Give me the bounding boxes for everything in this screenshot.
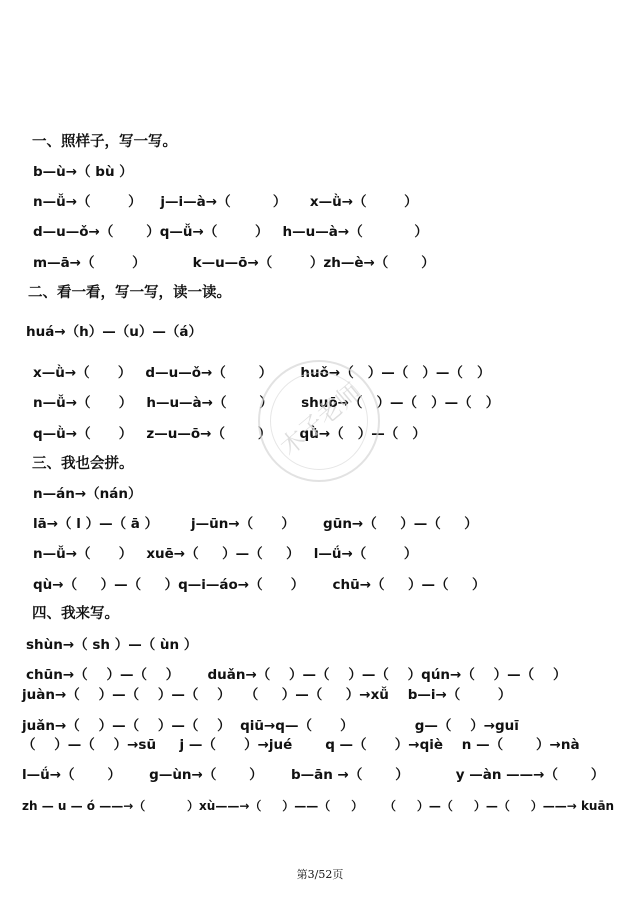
exercise-line: n—ǚ→（ ） j—i—à→（ ） x—ǜ→（ ） bbox=[33, 194, 418, 210]
section-3-heading: 三、我也会拼。 bbox=[32, 455, 134, 472]
exercise-line: b—ù→（ bù ） bbox=[33, 164, 133, 180]
page-number: 第3/52页 bbox=[296, 868, 344, 881]
exercise-line: zh — u — ó ——→（ ）xù——→（ ）——（ ） （ ）—（ ）—（ ）——→ kuān bbox=[22, 799, 615, 813]
watermark-stamp bbox=[258, 360, 380, 482]
section-4-heading: 四、我来写。 bbox=[32, 605, 119, 622]
exercise-line: n—án→（nán） bbox=[33, 486, 142, 502]
exercise-line: n—ǚ→（ ） h—u—à→（ ） shuō→（ ）—（ ）—（ ） bbox=[33, 395, 500, 411]
exercise-line: chūn→（ ）—（ ） duǎn→（ ）—（ ）—（ ）qún→（ ）—（ ） bbox=[26, 667, 567, 683]
watermark-text: 木子老师 bbox=[274, 377, 367, 461]
exercise-line: juàn→（ ）—（ ）—（ ） （ ）—（ ）→xǚ b—i→（ ） bbox=[22, 687, 512, 703]
section-2-heading: 二、看一看，写一写，读一读。 bbox=[28, 284, 231, 301]
exercise-line: d—u—ǒ→（ ）q—ǚ→（ ） h—u—à→（ ） bbox=[33, 224, 428, 240]
exercise-line: lā→（ l ）—（ ā ） j—ūn→（ ） gūn→（ ）—（ ） bbox=[33, 516, 478, 532]
exercise-line: juǎn→（ ）—（ ）—（ ） qiū→q—（ ） g—（ ）→guī bbox=[22, 718, 519, 734]
exercise-line: q—ǜ→（ ） z—u—ō→（ ） qǜ→（ ）—（ ） bbox=[33, 426, 426, 442]
exercise-line: l—ǘ→（ ） g—ùn→（ ） b—ān →（ ） y —àn ——→（ ） bbox=[22, 767, 605, 783]
exercise-line: qù→（ ）—（ ）q—i—áo→（ ） chū→（ ）—（ ） bbox=[33, 577, 486, 593]
exercise-line: x—ǜ→（ ） d—u—ǒ→（ ） huǒ→（ ）—（ ）—（ ） bbox=[33, 365, 491, 381]
section-1-heading: 一、照样子，写一写。 bbox=[32, 133, 177, 150]
exercise-line: n—ǚ→（ ） xuē→（ ）—（ ） l—ǘ→（ ） bbox=[33, 546, 418, 562]
exercise-line: shùn→（ sh ）—（ ùn ） bbox=[26, 637, 198, 653]
exercise-line: huá→（h）—（u）—（á） bbox=[26, 324, 202, 340]
exercise-line: （ ）—（ ）→sū j —（ ）→jué q —（ ）→qiè n —（ ）→nà bbox=[22, 737, 580, 753]
exercise-line: m—ā→（ ） k—u—ō→（ ）zh—è→（ ） bbox=[33, 255, 435, 271]
